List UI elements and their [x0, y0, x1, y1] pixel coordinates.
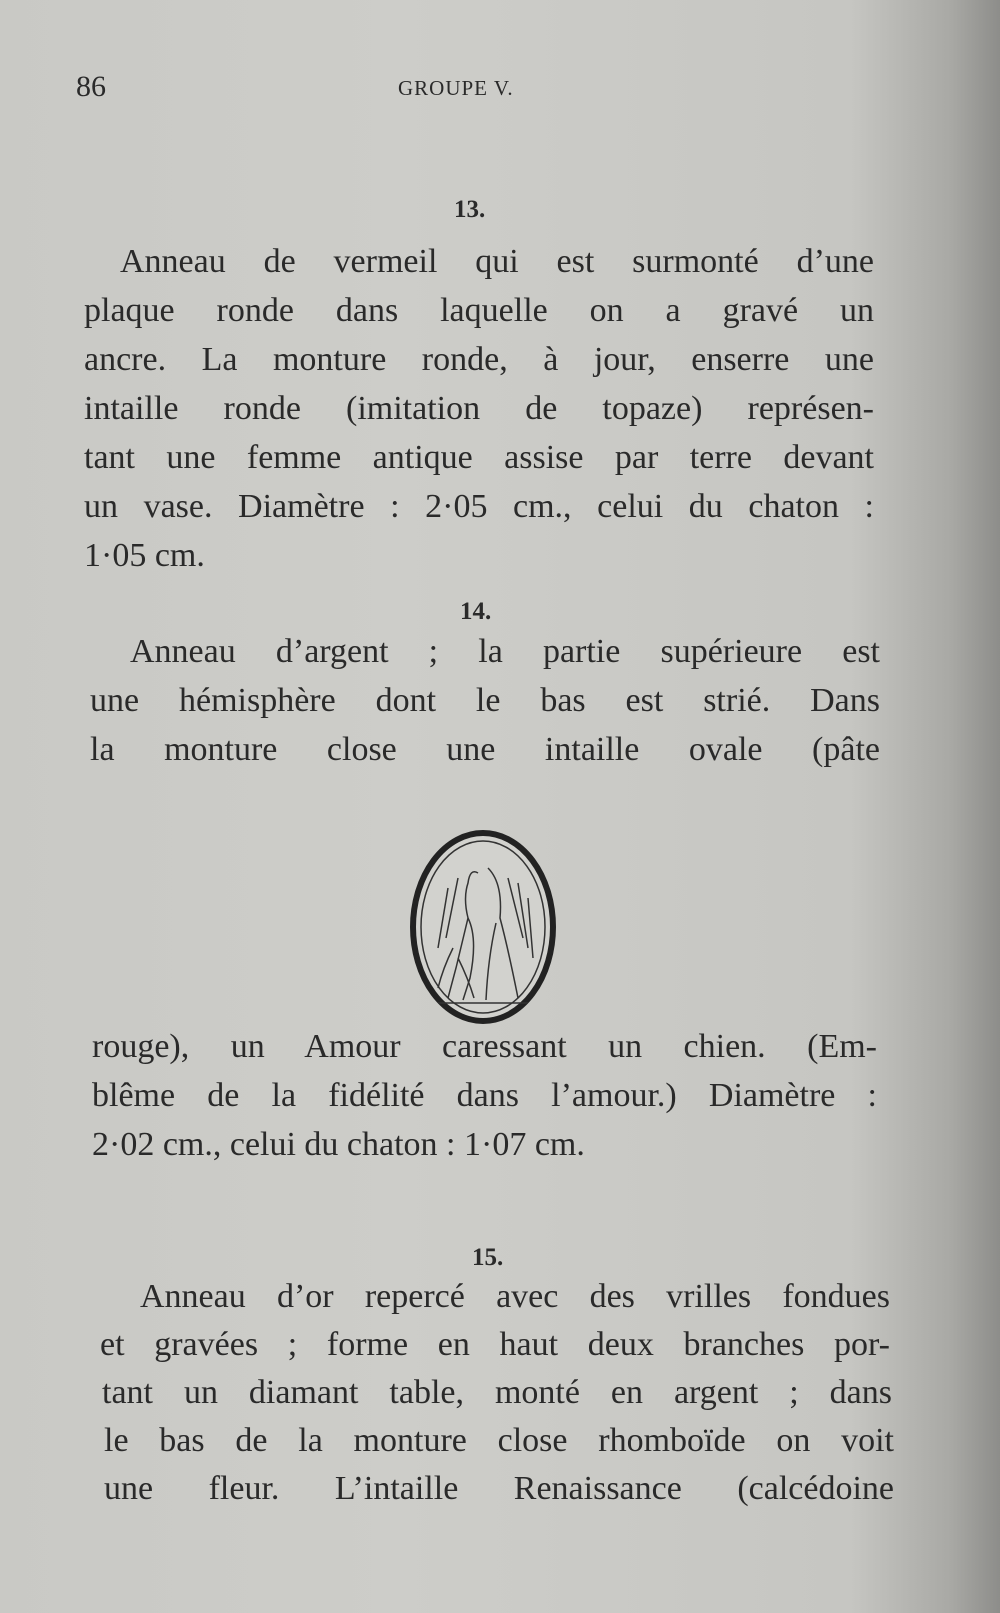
entry-number-14: 14.	[460, 598, 492, 625]
text-line: une fleur. L’intaille Renaissance (calcédoine	[104, 1470, 894, 1507]
text-line: Anneau de vermeil qui est surmonté d’une	[120, 243, 874, 280]
text-line: une hémisphère dont le bas est strié. Dans	[90, 682, 880, 719]
running-title: GROUPE V.	[398, 76, 514, 100]
text-line: Anneau d’argent ; la partie supérieure est	[130, 633, 880, 670]
text-line: la monture close une intaille ovale (pâte	[90, 731, 880, 768]
text-line: un vase. Diamètre : 2·05 cm., celui du chaton :	[84, 488, 874, 525]
text-line: ancre. La monture ronde, à jour, enserre une	[84, 341, 874, 378]
text-line: le bas de la monture close rhomboïde on voit	[104, 1422, 894, 1459]
entry-number-15: 15.	[472, 1244, 504, 1271]
text-line: 1·05 cm.	[84, 537, 205, 574]
text-line: intaille ronde (imitation de topaze) représen-	[84, 390, 874, 427]
text-line: blême de la fidélité dans l’amour.) Diamètre :	[92, 1077, 877, 1114]
text-line: plaque ronde dans laquelle on a gravé un	[84, 292, 874, 329]
page-number: 86	[76, 70, 106, 103]
intaglio-illustration	[408, 828, 558, 1026]
text-line: et gravées ; forme en haut deux branches por-	[100, 1326, 890, 1363]
text-line: 2·02 cm., celui du chaton : 1·07 cm.	[92, 1126, 585, 1163]
text-line: tant un diamant table, monté en argent ; dans	[102, 1374, 892, 1411]
entry-number-13: 13.	[454, 196, 486, 223]
text-line: Anneau d’or repercé avec des vrilles fondues	[140, 1278, 890, 1315]
text-line: rouge), un Amour caressant un chien. (Em-	[92, 1028, 877, 1065]
text-line: tant une femme antique assise par terre devant	[84, 439, 874, 476]
